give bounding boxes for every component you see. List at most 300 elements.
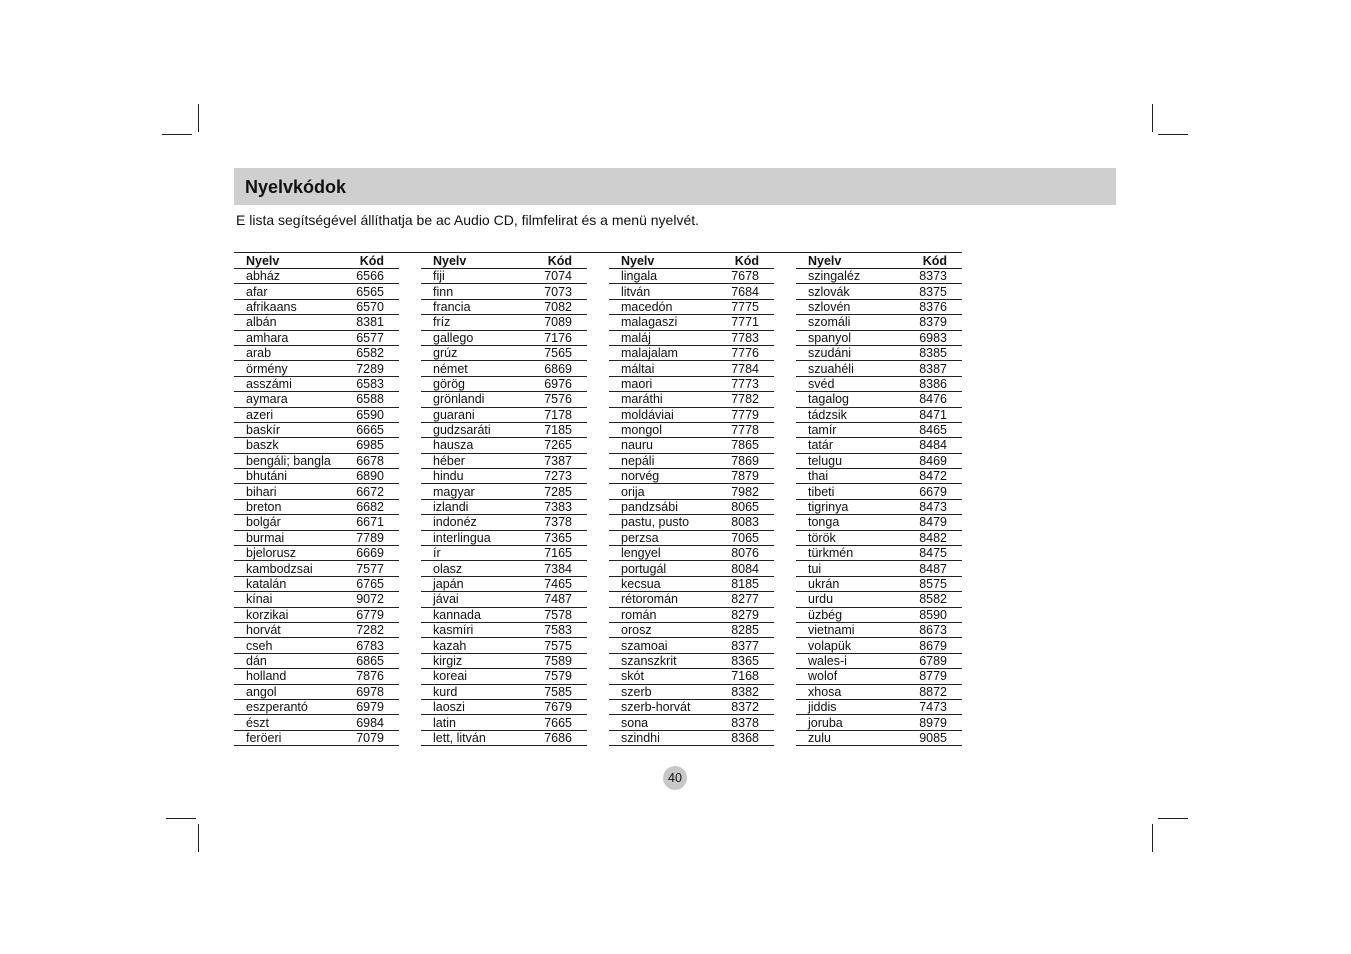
language-name: fríz [421,315,504,330]
language-name: baskír [234,422,317,437]
table-row [421,284,587,299]
table-row [609,653,774,668]
language-name: albán [234,315,317,330]
language-code: 6583 [317,376,400,391]
language-name: szudáni [796,345,879,360]
language-code: 7273 [504,469,587,484]
language-name: jávai [421,592,504,607]
table-row [234,499,399,514]
language-code: 7865 [692,438,775,453]
language-name: hausza [421,438,504,453]
table-row [796,284,962,299]
intro-text: E lista segítségével állíthatja be ac Audio CD, filmfelirat és a menü nyelvét. [236,212,700,228]
table-row [421,422,587,437]
language-name: mongol [609,422,692,437]
language-code: 8387 [879,361,962,376]
crop-mark [198,104,199,132]
language-name: amhara [234,330,317,345]
table-row [234,484,399,499]
language-name: maláj [609,330,692,345]
language-code: 7384 [504,561,587,576]
language-code: 8375 [879,284,962,299]
language-code: 6984 [317,715,400,730]
language-code: 9072 [317,592,400,607]
language-code: 6976 [504,376,587,391]
language-code: 7576 [504,392,587,407]
table-row [609,407,774,422]
table-row [609,515,774,530]
table-row [796,561,962,576]
language-code: 8378 [692,715,775,730]
language-name: svéd [796,376,879,391]
language-table [421,253,587,746]
language-code: 7779 [692,407,775,422]
language-code: 7789 [317,530,400,545]
language-name: bolgár [234,515,317,530]
language-name: eszperantó [234,699,317,714]
language-name: szerb-horvát [609,699,692,714]
table-row [796,669,962,684]
language-name: szlovák [796,284,879,299]
language-code: 7073 [504,284,587,299]
language-code: 8084 [692,561,775,576]
language-name: korzikai [234,607,317,622]
language-code: 7565 [504,345,587,360]
language-code: 8279 [692,607,775,622]
crop-mark [1158,134,1188,135]
table-row [234,469,399,484]
column-header-code: Kód [692,253,775,269]
language-name: török [796,530,879,545]
language-code: 7465 [504,576,587,591]
language-code: 6565 [317,284,400,299]
table-row [796,407,962,422]
language-name: román [609,607,692,622]
language-code: 7289 [317,361,400,376]
table-row [609,269,774,284]
language-code: 7775 [692,299,775,314]
language-name: kirgiz [421,653,504,668]
language-code: 7665 [504,715,587,730]
page-number: 40 [663,766,687,790]
table-row [421,484,587,499]
language-name: azeri [234,407,317,422]
table-row [796,499,962,514]
language-code: 6890 [317,469,400,484]
language-name: moldáviai [609,407,692,422]
table-row [234,284,399,299]
language-code: 7378 [504,515,587,530]
language-code: 7387 [504,453,587,468]
language-name: dán [234,653,317,668]
language-table [796,253,962,746]
language-code: 7678 [692,269,775,284]
table-row [609,484,774,499]
language-code: 7089 [504,315,587,330]
language-name: jiddis [796,699,879,714]
language-name: orosz [609,622,692,637]
column-header-code: Kód [879,253,962,269]
table-row [234,515,399,530]
language-name: wolof [796,669,879,684]
language-name: guarani [421,407,504,422]
table-row [421,453,587,468]
table-row [609,361,774,376]
language-code: 6979 [317,699,400,714]
language-code: 8065 [692,499,775,514]
table-row [609,284,774,299]
table-row [609,576,774,591]
language-name: grönlandi [421,392,504,407]
table-row [796,330,962,345]
table-row [234,607,399,622]
language-name: horvát [234,622,317,637]
table-row [796,469,962,484]
table-row [609,345,774,360]
table-row [609,376,774,391]
language-code: 7176 [504,330,587,345]
crop-mark [1152,824,1153,852]
language-name: görög [421,376,504,391]
language-code: 8673 [879,622,962,637]
language-code: 6671 [317,515,400,530]
table-row [234,684,399,699]
table-header-row [609,253,774,269]
page-title: Nyelvkódok [245,177,347,197]
language-name: szerb [609,684,692,699]
language-code: 7982 [692,484,775,499]
language-code: 6669 [317,546,400,561]
language-code: 7583 [504,622,587,637]
language-name: indonéz [421,515,504,530]
language-table [609,253,774,746]
language-code: 8373 [879,269,962,284]
table-row [234,715,399,730]
language-column-3 [609,253,774,746]
language-code: 7784 [692,361,775,376]
language-name: burmai [234,530,317,545]
language-column-4 [796,253,962,746]
table-row [234,299,399,314]
table-row [609,546,774,561]
language-code: 8679 [879,638,962,653]
table-row [421,669,587,684]
table-row [609,607,774,622]
table-row [234,530,399,545]
table-row [796,699,962,714]
language-name: olasz [421,561,504,576]
table-row [234,699,399,714]
language-name: lingala [609,269,692,284]
language-name: kambodzsai [234,561,317,576]
language-name: tui [796,561,879,576]
language-name: szuahéli [796,361,879,376]
language-name: zulu [796,730,879,745]
language-code: 7771 [692,315,775,330]
language-name: maráthi [609,392,692,407]
table-row [796,638,962,653]
language-name: holland [234,669,317,684]
language-code: 7585 [504,684,587,699]
table-row [421,330,587,345]
language-code: 6566 [317,269,400,284]
language-name: katalán [234,576,317,591]
language-name: portugál [609,561,692,576]
table-row [609,422,774,437]
table-row [234,653,399,668]
table-row [609,530,774,545]
language-code: 7579 [504,669,587,684]
language-name: litván [609,284,692,299]
language-code: 8076 [692,546,775,561]
table-row [796,361,962,376]
language-code: 8979 [879,715,962,730]
table-header-row [234,253,399,269]
language-column-1 [234,253,399,746]
language-name: észt [234,715,317,730]
language-name: joruba [796,715,879,730]
language-name: tamír [796,422,879,437]
table-row [796,299,962,314]
language-name: német [421,361,504,376]
language-code: 7577 [317,561,400,576]
language-name: angol [234,684,317,699]
table-row [421,592,587,607]
language-name: orija [609,484,692,499]
language-code: 8465 [879,422,962,437]
language-name: szamoai [609,638,692,653]
table-row [796,422,962,437]
language-name: interlingua [421,530,504,545]
language-name: kecsua [609,576,692,591]
language-table [234,253,399,746]
language-code: 7679 [504,699,587,714]
table-row [421,684,587,699]
language-code: 7383 [504,499,587,514]
language-name: bjelorusz [234,546,317,561]
language-name: magyar [421,484,504,499]
table-row [609,669,774,684]
language-code: 8386 [879,376,962,391]
language-name: bengáli; bangla [234,453,317,468]
language-code: 7285 [504,484,587,499]
language-name: bihari [234,484,317,499]
language-name: kínai [234,592,317,607]
language-code: 7079 [317,730,400,745]
title-bar [234,168,1116,205]
table-row [421,499,587,514]
language-name: fiji [421,269,504,284]
language-code: 8487 [879,561,962,576]
language-code: 8872 [879,684,962,699]
language-code: 8372 [692,699,775,714]
language-code: 6672 [317,484,400,499]
table-row [796,530,962,545]
language-code: 8379 [879,315,962,330]
table-row [421,561,587,576]
language-code: 6983 [879,330,962,345]
table-row [796,592,962,607]
language-name: sona [609,715,692,730]
language-name: szanszkrit [609,653,692,668]
table-row [234,422,399,437]
crop-mark [1158,818,1188,819]
table-row [421,299,587,314]
table-row [234,438,399,453]
language-code: 7684 [692,284,775,299]
language-code: 7783 [692,330,775,345]
table-row [421,715,587,730]
table-row [234,392,399,407]
table-row [421,576,587,591]
language-code: 8582 [879,592,962,607]
language-name: laoszi [421,699,504,714]
language-code: 6789 [879,653,962,668]
column-header-language: Nyelv [796,253,879,269]
language-name: tádzsik [796,407,879,422]
language-name: breton [234,499,317,514]
language-code: 6665 [317,422,400,437]
language-name: malagaszi [609,315,692,330]
table-row [796,315,962,330]
crop-mark [198,824,199,852]
language-code: 7869 [692,453,775,468]
language-name: örmény [234,361,317,376]
language-name: malajalam [609,345,692,360]
language-name: aymara [234,392,317,407]
language-name: baszk [234,438,317,453]
language-column-2 [421,253,587,746]
table-row [609,299,774,314]
table-row [421,269,587,284]
crop-mark [1152,104,1153,132]
language-code: 7082 [504,299,587,314]
language-name: abház [234,269,317,284]
language-name: nauru [609,438,692,453]
language-code: 7265 [504,438,587,453]
language-name: héber [421,453,504,468]
table-row [796,392,962,407]
language-name: skót [609,669,692,684]
language-name: asszámi [234,376,317,391]
language-code: 8365 [692,653,775,668]
language-code: 8376 [879,299,962,314]
language-name: rétoromán [609,592,692,607]
table-row [234,730,399,745]
language-name: gallego [421,330,504,345]
table-row [796,576,962,591]
table-row [234,622,399,637]
language-name: telugu [796,453,879,468]
language-name: ír [421,546,504,561]
table-row [796,730,962,745]
table-row [234,315,399,330]
table-row [609,438,774,453]
language-name: hindu [421,469,504,484]
table-row [609,469,774,484]
table-row [234,576,399,591]
language-name: japán [421,576,504,591]
language-name: izlandi [421,499,504,514]
table-row [421,407,587,422]
language-code: 7282 [317,622,400,637]
language-name: máltai [609,361,692,376]
language-name: feröeri [234,730,317,745]
language-name: szlovén [796,299,879,314]
language-code: 8575 [879,576,962,591]
table-row [609,622,774,637]
language-code: 8482 [879,530,962,545]
language-name: macedón [609,299,692,314]
language-code: 8185 [692,576,775,591]
language-name: volapük [796,638,879,653]
language-name: kannada [421,607,504,622]
table-row [796,484,962,499]
language-code: 7165 [504,546,587,561]
table-row [234,638,399,653]
table-row [234,376,399,391]
language-code: 6765 [317,576,400,591]
table-row [421,376,587,391]
language-code: 6678 [317,453,400,468]
table-row [421,315,587,330]
table-row [796,607,962,622]
language-name: kazah [421,638,504,653]
language-code: 6779 [317,607,400,622]
language-code: 7178 [504,407,587,422]
table-row [421,546,587,561]
column-header-language: Nyelv [609,253,692,269]
language-name: türkmén [796,546,879,561]
language-code: 6679 [879,484,962,499]
language-name: afar [234,284,317,299]
column-header-code: Kód [504,253,587,269]
table-row [234,269,399,284]
language-name: arab [234,345,317,360]
language-name: bhutáni [234,469,317,484]
language-code: 6590 [317,407,400,422]
language-code: 8469 [879,453,962,468]
table-row [796,684,962,699]
table-row [796,345,962,360]
language-name: kasmíri [421,622,504,637]
table-row [234,561,399,576]
table-row [796,622,962,637]
language-code: 8479 [879,515,962,530]
language-code: 7473 [879,699,962,714]
table-row [234,592,399,607]
table-row [234,453,399,468]
language-name: finn [421,284,504,299]
language-code: 7773 [692,376,775,391]
language-name: üzbég [796,607,879,622]
language-name: szingaléz [796,269,879,284]
column-header-code: Kód [317,253,400,269]
language-code: 6588 [317,392,400,407]
table-header-row [421,253,587,269]
table-row [234,669,399,684]
table-row [421,345,587,360]
language-code: 8590 [879,607,962,622]
language-code: 6869 [504,361,587,376]
language-code: 8484 [879,438,962,453]
table-row [421,392,587,407]
language-name: vietnami [796,622,879,637]
table-row [609,592,774,607]
crop-mark [162,134,192,135]
table-row [796,438,962,453]
language-code: 8368 [692,730,775,745]
